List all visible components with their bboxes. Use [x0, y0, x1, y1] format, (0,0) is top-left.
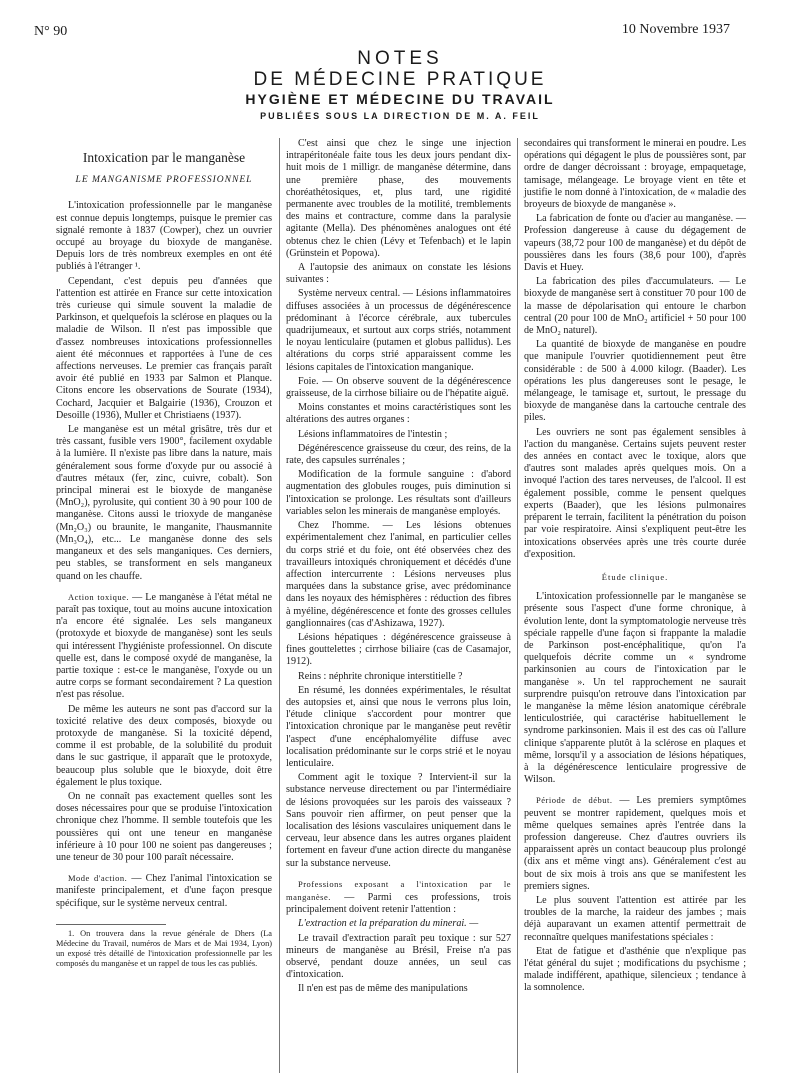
- paragraph: [524, 794, 746, 893]
- paragraph: Lésions inflammatoires de l'intestin ;: [298, 428, 448, 440]
- paragraph: De même les auteurs ne sont pas d'accord sur la toxicité relative des deux composés, bioxyde ou protoxyde de manganèse. Si la toxicité dépend, comme il est probable, de la solubilité du produit dans le suc gastrique, il apparaît que le protoxyde, beaucoup plus soluble que le bioxyde, doit être également le plus toxique.: [56, 703, 272, 788]
- masthead: [0, 48, 800, 123]
- paragraph-text: — Parmi ces professions, trois principalement doivent retenir l'attention :: [286, 891, 511, 916]
- paragraph: Modification de la formule sanguine : d'abord augmentation des globules rouges, puis diminution si l'intoxication se prolonge. Les résultats sont d'ailleurs variables selon les minerais de manganèse employés.: [286, 469, 511, 517]
- column-1: [56, 138, 272, 971]
- section-heading: Mode d'action.: [68, 873, 128, 884]
- paragraph: La fabrication de fonte ou d'acier au manganèse. — Profession dangereuse à cause du dégagement de vapeurs (38,72 pour 100 de manganèse) et du dépôt de poussières dans les fours (38,6 pour 100), d'après Davis et Huey.: [524, 213, 746, 274]
- paragraph-text: — Chez l'animal l'intoxication se manifeste principalement, et d'une façon presque spécifique, sur le système nerveux central.: [56, 873, 272, 909]
- masthead-line3: HYGIÈNE ET MÉDECINE DU TRAVAIL: [245, 91, 555, 107]
- paragraph: Comment agit le toxique ? Intervient-il sur la substance nerveuse directement ou par l'intermédiaire de lésions provoquées sur les parois des vaisseaux ? Sans pouvoir rien affirmer, on peut penser que la localisation des lésions vasculaires uniquement dans le cerveau, leur absence dans les autres organes plaident fortement en faveur d'une action directe du manganèse sur la substance nerveuse.: [286, 772, 511, 869]
- masthead-title: NOTES: [357, 48, 443, 69]
- paragraph: Foie. — On observe souvent de la dégénérescence graisseuse, de la cirrhose biliaire ou de l'hépatite aiguë.: [286, 375, 511, 400]
- paragraph: [56, 872, 272, 910]
- paragraph: Dégénérescence graisseuse du cœur, des reins, de la rate, des capsules surrénales ;: [286, 442, 511, 467]
- paragraph: secondaires qui transforment le minerai en poudre. Les opérations qui dégagent le plus de poussières sont, par ordre de danger décroissant : broyage, empaquetage, tamisage, mélangeage. Le broyage vient en tête et justifie le nom donné à l'intoxication, de « maladie des broyeurs de bioxyde de manganèse ».: [524, 138, 746, 211]
- issue-date: 10 Novembre 1937: [621, 22, 730, 37]
- masthead-direction: PUBLIÉES SOUS LA DIRECTION DE M. A. FEIL: [260, 111, 540, 121]
- paragraph: Moins constantes et moins caractéristiques sont les altérations des autres organes :: [286, 402, 511, 426]
- section-heading: Période de début.: [536, 795, 613, 806]
- paragraph: Le manganèse est un métal grisâtre, très dur et très cassant, fusible vers 1900°, facilement oxydable à la lumière. Il n'existe pas libre dans la nature, mais généralement sous forme d'oxyde pur ou associé à d'autres métaux (fer, zinc, cuivre, cobalt). Son principal minerai est le bioxyde de manganèse (MnO₂), pyrolusite, qui contient 30 à 90 pour 100 de manganèse. Citons aussi le trioxyde de manganèse (Mn₂O₃) ou braunite, le manganite, l'hausmannite (Mn₃O₄), etc... Le manganèse donne des sels manganeux et des sels manganiques. Ces derniers, peu stables, se transforment en sels manganeux quand on les chauffe.: [56, 424, 272, 582]
- section-heading: Étude clinique.: [601, 571, 669, 582]
- masthead-subtitle: DE MÉDECINE PRATIQUE: [253, 69, 547, 90]
- paragraph: La fabrication des piles d'accumulateurs. — Le bioxyde de manganèse sert à constituer 70 pour 100 de la masse de dépolarisation qui entoure le charbon central (20 pour 100 de MnO₂ artificiel + 50 pour 100 de MnO₂ naturel).: [524, 276, 746, 337]
- paragraph: L'intoxication professionnelle par le manganèse se présente sous l'aspect d'une forme chronique, à évolution lente, dont la symptomatologie nerveuse très spéciale rappelle d'une façon si frappante la maladie de Parkinson post-encéphalitique, qu'on l'a quelquefois décrite comme un « syndrome parkinsonien au cours de l'intoxication par le manganèse ». Un tel rapprochement ne saurait surprendre puisqu'on retrouve dans l'intoxication par le manganèse la même lésion anatomique cérébrale lenticulostriée, qui caractérise habituellement le syndrome parkinsonien. Mais il est des cas où l'allure clinique s'apparente plutôt à la sclérose en plaques et même, lorsqu'il y a association de lésions hépatiques, à la dégénérescence lenticulaire progressive de Wilson.: [524, 591, 746, 786]
- article-title: Intoxication par le manganèse: [82, 150, 246, 165]
- paragraph: A l'autopsie des animaux on constate les lésions suivantes :: [286, 262, 511, 286]
- column-divider-1: [279, 138, 280, 1073]
- column-3: [524, 138, 746, 997]
- paragraph: La quantité de bioxyde de manganèse en poudre que manipule l'ouvrier quotidiennement peut être considérable : de 500 à 4.000 kilogr. (Baader). Les opérations les plus dangereuses sont le pesage, le mélangeage, le tamisage et, surtout, le pressage du bioxyde de manganèse dans la cartouche centrale des piles.: [524, 339, 746, 424]
- column-2: [286, 138, 511, 998]
- paragraph: [56, 591, 272, 702]
- paragraph: [286, 878, 511, 917]
- paragraph-text: — Les premiers symptômes peuvent se montrer rapidement, quelques mois et même quelques semaines après l'entrée dans la profession dangereuse. Chez d'autres ouvriers ils apparaissent après un contact beaucoup plus prolongé (dix ans et même vingt ans). Généralement c'est au bout de six mois à trois ans que se manifestent les premiers signes.: [524, 795, 747, 892]
- paragraph: Le plus souvent l'attention est attirée par les troubles de la marche, la raideur des jambes ; mais déjà auparavant un examen attentif permettrait de reconnaître quelques manifestations spéciales :: [524, 894, 746, 943]
- paragraph: Cependant, c'est depuis peu d'années que l'attention est attirée en France sur cette intoxication très curieuse qui simule souvent la maladie de Parkinson, et quelquefois la sclérose en plaques ou la maladie de Wilson. Il n'est pas impossible que d'assez nombreuses intoxications professionnelles aient été méconnues et rapportées à l'une de ces affections nerveuses. Le premier cas français paraît avoir été publié en 1933 par Salmon et Planque. Citons encore les observations de Sourate (1934), Cochard, Jacquier et Balgairie (1936), Crouzon et Desoille (1936), Muller et Christiaens (1937).: [56, 275, 272, 421]
- paragraph: Il n'en est pas de même des manipulations: [298, 983, 468, 995]
- paragraph: On ne connaît pas exactement quelles sont les doses nécessaires pour que se produise l'intoxication chronique chez l'homme. Il semble toutefois que les poussières qui ont une teneur en manganèse inférieure à 10 pour 100 ne soient pas dangereuses ; une teneur de 30 pour 100 paraît nécessaire.: [56, 790, 272, 863]
- section-heading: Action toxique.: [68, 591, 129, 602]
- paragraph: L'extraction et la préparation du minerai. —: [298, 918, 479, 930]
- article-subtitle: LE MANGANISME PROFESSIONNEL: [75, 175, 253, 186]
- column-divider-2: [517, 138, 518, 1073]
- paragraph: Reins : néphrite chronique interstitielle ?: [298, 670, 463, 682]
- footnote-rule: [56, 924, 166, 925]
- paragraph: Lésions hépatiques : dégénérescence graisseuse à fines gouttelettes ; cirrhose biliaire (cas de Casamajor, 1912).: [286, 631, 511, 668]
- paragraph-text: — Le manganèse à l'état métal ne paraît pas toxique, tout au moins aucune intoxication n'a encore été signalée. Les sels manganeux (protoxyde et bioxyde de manganèse) sont les seuls qui intéressent l'hygiéniste professionnel. On discute quelle est, dans le composé oxydé de manganèse, la partie toxique : est-ce le manganèse, l'oxyde ou un autre corps se formant secondairement ? La question n'est pas résolue.: [56, 591, 272, 701]
- issue-number: N° 90: [34, 24, 68, 39]
- paragraph: Le travail d'extraction paraît peu toxique : sur 527 mineurs de manganèse au Brésil, Freise n'a pas observé, pendant douze années, un seul cas d'intoxication.: [286, 932, 511, 981]
- paragraph: Système nerveux central. — Lésions inflammatoires diffuses associées à un processus de dégénérescence prédominant à l'écorce cérébrale, aux tubercules quadrijumeaux, et surtout aux corps striés, notamment le noyau lenticulaire (putamen et globus pallidus). Les altérations du corps strié apparaissent comme les lésions capitales de l'intoxication manganique.: [286, 288, 511, 373]
- footnote: 1. On trouvera dans la revue générale de Dhers (La Médecine du Travail, numéros de Mars et de Mai 1934, Lyon) un exposé très détaillé de l'intoxication professionnelle par les composés du manganèse et un rappel de tous les cas publiés.: [56, 928, 272, 968]
- paragraph: Chez l'homme. — Les lésions obtenues expérimentalement chez l'animal, en particulier celles du corps strié et du foie, ont été observées chez des travailleurs intoxiqués chroniquement et décédés d'une affection intercurrente : Lésions nerveuses plus marquées dans la substance grise, avec prédominance dans les noyaux des hémisphères : réduction des fibres à myéline, dégénérescence et fonte des grosses cellules ganglionnaires (cas d'Ashizawa, 1927).: [286, 520, 511, 629]
- paragraph: En résumé, les données expérimentales, le résultat des autopsies et, ainsi que nous le verrons plus loin, l'étude clinique s'accordent pour montrer que l'intoxication chronique par le manganèse peut revêtir l'aspect d'une encéphalomyélite diffuse avec localisation prédominante sur le corps strié et le noyau lenticulaire.: [286, 684, 511, 769]
- paragraph: L'intoxication professionnelle par le manganèse est connue depuis longtemps, puisque le premier cas signalé remonte à 1837 (Cowper), chez un ouvrier occupé au broyage du bioxyde de manganèse. Depuis lors de très nombreux exemples en ont été publiés à l'étranger ¹.: [56, 200, 272, 273]
- paragraph: Etat de fatigue et d'asthénie que n'explique pas l'état général du sujet ; modifications du psychisme ; malade indifférent, apathique, silencieux ; tendance à la somnolence.: [524, 945, 746, 994]
- section-heading: Professions exposant a l'intoxication par le manganèse.: [286, 878, 511, 902]
- paragraph: Les ouvriers ne sont pas également sensibles à l'action du manganèse. Certains sujets peuvent rester des années en contact avec le toxique, alors que d'autres sont malades après quelques mois. On a invoqué l'action des tares nerveuses, de l'alcool. Il est également possible, comme le pensent quelques experts (Baader), que les lésions pulmonaires préparent le terrain, facilitent la pénétration du poison par voie respiratoire. Ainsi s'expliquent peut-être les intoxications observées après une très courte durée d'exposition.: [524, 426, 746, 560]
- paragraph: C'est ainsi que chez le singe une injection intrapéritonéale faite tous les deux jours pendant dix-huit mois de 1 milligr. de manganèse détermine, dans une première phase, des mouvements choréathétosiques, et, plus tard, une rigidité permanente avec troubles de la motilité, tremblements des mains et contracture, comme dans la paralysie agitante (Mella). Des phénomènes analogues ont été obtenus chez le chien (Lévy et Tefenbach) et le lapin (Grünstein et Popowa).: [286, 138, 511, 259]
